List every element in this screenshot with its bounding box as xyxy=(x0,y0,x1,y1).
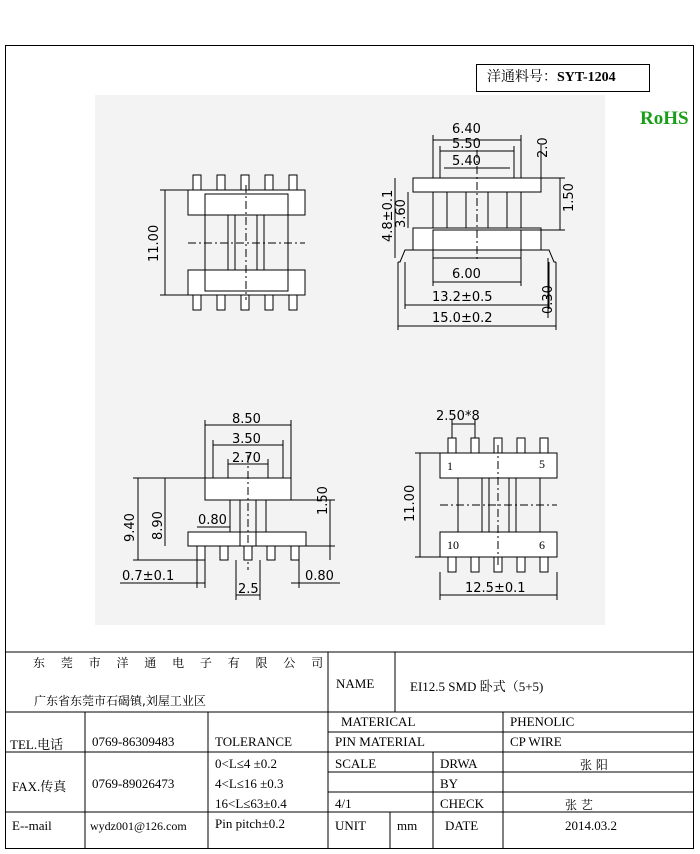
dim-bottom-11-00: 11.00 xyxy=(403,484,418,522)
company-address: 广东省东莞市石碣镇,刘屋工业区 xyxy=(34,694,206,708)
dim-side-15-0: 15.0±0.2 xyxy=(432,311,493,326)
dim-front-0-80a: 0.80 xyxy=(198,513,227,528)
dim-bottom-pitch: 2.50*8 xyxy=(436,409,480,424)
fax-label: FAX.传真 xyxy=(12,779,67,794)
check-label: CHECK xyxy=(440,796,485,811)
material-value: PHENOLIC xyxy=(510,714,575,729)
company-name: 东 莞 市 洋 通 电 子 有 限 公 司 xyxy=(33,656,330,670)
dim-side-1-50: 1.50 xyxy=(562,183,577,212)
check-value: 张 艺 xyxy=(565,798,593,812)
dim-front-0-7: 0.7±0.1 xyxy=(122,569,175,584)
dim-side-3-60: 3.60 xyxy=(394,199,409,228)
dim-front-3-50: 3.50 xyxy=(232,432,261,447)
dim-top-11: 11.00 xyxy=(147,224,162,262)
material-label: MATERICAL xyxy=(341,714,416,729)
dim-front-1-50: 1.50 xyxy=(316,486,331,515)
pin-material-label: PIN MATERIAL xyxy=(335,734,425,749)
tolerance-label: TOLERANCE xyxy=(215,734,293,749)
tolerance-pin-pitch: Pin pitch±0.2 xyxy=(215,816,285,831)
email-label: E--mail xyxy=(12,818,52,833)
name-label: NAME xyxy=(336,676,375,691)
dim-front-0-80b: 0.80 xyxy=(305,569,334,584)
pin-material-value: CP WIRE xyxy=(510,734,562,749)
dim-front-8-90: 8.90 xyxy=(151,511,166,540)
scale-label: SCALE xyxy=(335,756,377,771)
scale-value: 4/1 xyxy=(335,796,352,811)
date-value: 2014.03.2 xyxy=(565,818,617,833)
unit-label: UNIT xyxy=(335,818,367,833)
name-value: EI12.5 SMD 卧式（5+5) xyxy=(410,679,544,694)
dim-side-5-50: 5.50 xyxy=(452,137,481,152)
dim-side-6-00: 6.00 xyxy=(452,267,481,282)
dim-bottom-12-5: 12.5±0.1 xyxy=(465,581,526,596)
drawn-label-1: DRWA xyxy=(440,756,478,771)
pin-label-10: 10 xyxy=(447,538,459,552)
dim-front-8-50: 8.50 xyxy=(232,412,261,427)
dim-front-2-5: 2.5 xyxy=(238,582,259,597)
dim-side-4-8: 4.8±0.1 xyxy=(381,189,396,242)
tolerance-row-3: 16<L≤63±0.4 xyxy=(215,796,287,811)
email-value: wydz001@126.com xyxy=(90,819,187,833)
unit-value: mm xyxy=(397,818,418,833)
pin-label-6: 6 xyxy=(539,538,545,552)
rohs-mark: RoHS xyxy=(640,108,689,129)
dim-front-2-70: 2.70 xyxy=(232,451,261,466)
dim-front-9-40: 9.40 xyxy=(123,513,138,542)
dim-side-13-2: 13.2±0.5 xyxy=(432,290,493,305)
dim-side-5-40: 5.40 xyxy=(452,154,481,169)
tel-value: 0769-86309483 xyxy=(92,734,175,749)
dim-side-0-30: 0.30 xyxy=(541,285,556,314)
drawn-label-2: BY xyxy=(440,776,459,791)
fax-value: 0769-89026473 xyxy=(92,776,175,791)
dim-side-2-0: 2.0 xyxy=(536,137,551,158)
tolerance-row-1: 0<L≤4 ±0.2 xyxy=(215,756,278,771)
part-number-label: 洋通料号： xyxy=(487,70,557,85)
pin-label-5: 5 xyxy=(539,457,545,471)
pin-label-1: 1 xyxy=(447,459,453,473)
tolerance-row-2: 4<L≤16 ±0.3 xyxy=(215,776,284,791)
part-number: SYT-1204 xyxy=(557,70,616,85)
drawn-by-value: 张 阳 xyxy=(580,758,608,772)
tel-label: TEL.电话 xyxy=(10,737,64,752)
dim-side-6-40: 6.40 xyxy=(452,122,481,137)
date-label: DATE xyxy=(445,818,479,833)
